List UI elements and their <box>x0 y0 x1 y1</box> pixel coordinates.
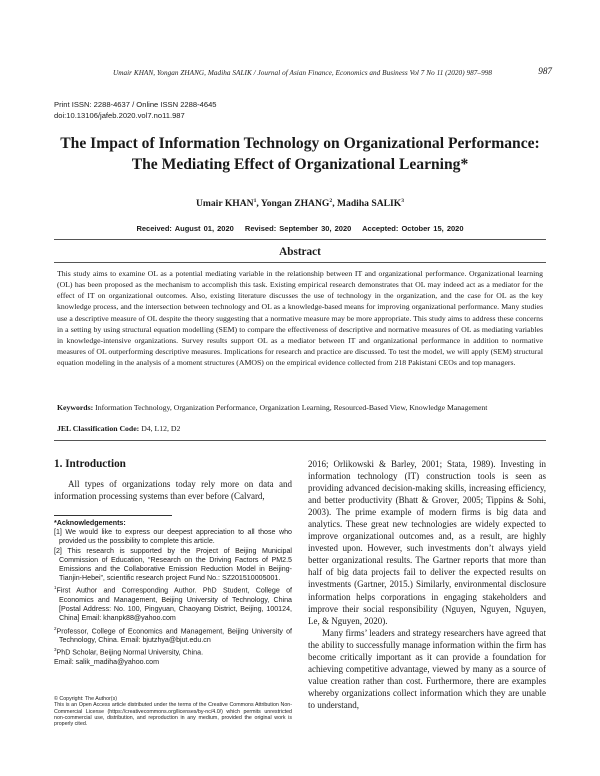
author-affiliation-mark: 2 <box>329 198 333 204</box>
footnote <box>54 583 292 623</box>
footnote <box>54 645 292 658</box>
issn-line: Print ISSN: 2288-4637 / Online ISSN 2288-4645 <box>54 100 217 109</box>
title-line-1: The Impact of Information Technology on Organizational Performance: <box>60 135 540 152</box>
article-title <box>30 133 570 175</box>
footnote <box>54 624 292 646</box>
copyright-line: © Copyright: The Author(s) <box>54 696 117 702</box>
revised-date: Revised: September 30, 2020 <box>244 224 352 233</box>
footnote-mark: 2 <box>54 625 57 631</box>
footnotes <box>54 519 292 667</box>
abstract-top-rule <box>54 239 546 240</box>
footnote-text: Professor, College of Economics and Management, Beijing University of Technology, China. Email: bjutzhya@bjut.edu.cn <box>56 626 292 645</box>
footnote-text: First Author and Corresponding Author. PhD Student, College of Economics and Management, Beijing University of Technology, China [Postal Address: No. 100, Pingyuan, Chaoyang District, Beijing, 100124, China] Email: khanpk88@yahoo.com <box>56 586 292 623</box>
abstract-heading-rule <box>54 262 546 263</box>
footnote-text: PhD Scholar, Beijing Normal University, China. <box>56 648 204 657</box>
author-affiliation-mark: 1 <box>253 198 257 204</box>
footnote-mark: 3 <box>54 647 57 653</box>
footnote: [2] This research is supported by the Project of Beijing Municipal Commission of Education, “Research on the Driving Factors of PM2.5 Emissions and the Collaborative Emission Reduction Model in Beijing-Tianjin-Hebei”, scientific research project Fund No.: SZ201510005001. <box>54 546 292 583</box>
keywords <box>57 402 547 413</box>
accepted-date: Accepted: October 15, 2020 <box>362 224 464 233</box>
article-dates <box>30 224 570 233</box>
intro-paragraph: Many firms’ leaders and strategy researchers have agreed that the ability to successfully manage information within the firm has become critically important as it can provide a foundation for achieving competitive advantage, viewed by many as a source of value creation rather than cost. Furthermore, there are examples whereby organizations collect information which they are unable to understand, <box>308 627 546 710</box>
intro-paragraph: 2016; Orlikowski & Barley, 2001; Stata, 1989). Investing in information technology (IT) construction tools is seen as providing advanced decision-making skills, increasing efficiency, and better productivity (Bhatt & Grover, 2005; Tippins & Sohi, 2003). The prime example of modern firms is big data and analytics. These great new technologies are widely expected to improve organizational outcomes and, as a result, are highly invested upon. However, such investments don’t always yield better organizational results. The Gartner reports that more than half of big data projects fail to deliver the expected results on investments (Gartner, 2015.) Similarly, environmental disclosure information helps corporations in engaging stakeholders and improve their social responsibility (Nguyen, Nguyen, Nguyen, Le, & Nguyen, 2020). <box>308 459 546 626</box>
received-date: Received: August 01, 2020 <box>136 224 234 233</box>
keywords-value: Information Technology, Organization Performance, Organization Learning, Resourced-Based View, Knowledge Management <box>95 403 488 412</box>
footnote-mark: 1 <box>54 585 57 591</box>
author-name: Umair KHAN <box>195 198 254 210</box>
issn-block <box>54 99 217 121</box>
footnote-rule <box>54 515 172 516</box>
jel-label: JEL Classification Code: <box>57 424 140 433</box>
running-head: Umair KHAN, Yongan ZHANG, Madiha SALIK / Journal of Asian Finance, Economics and Business Vol 7 No 11 (2020) 987–998 <box>112 69 492 77</box>
jel-value: D4, L12, D2 <box>141 424 181 433</box>
copyright-notice <box>54 696 292 727</box>
intro-left-paragraph: All types of organizations today rely more on data and information processing systems than ever before (Calvard, <box>54 479 292 501</box>
keywords-label: Keywords: <box>57 403 94 412</box>
abstract-bottom-rule <box>54 440 546 441</box>
page-number: 987 <box>538 66 552 76</box>
doi-line: doi:10.13106/jafeb.2020.vol7.no11.987 <box>54 111 185 120</box>
footnote-email: Email: salik_madiha@yahoo.com <box>54 657 159 666</box>
license-text: This is an Open Access article distributed under the terms of the Creative Commons Attribution Non-Commercial License (https://creativecommons.org/licenses/by-nc/4.0/) which permits unrestricted non-commercial use, distribution, and reproduction in any medium, provided the original work is properly cited. <box>54 702 292 728</box>
section-heading-introduction: 1. Introduction <box>54 458 126 470</box>
jel-codes <box>57 424 547 433</box>
footnote: [1] We would like to express our deepest appreciation to all those who provided us the possibility to complete this article. <box>54 528 292 546</box>
author-name: Madiha SALIK <box>336 198 402 210</box>
author-list: Umair KHAN$^1$, Yongan ZHANG$^2$, Madiha SALIK$^3$ <box>195 198 405 210</box>
acknowledgements-title: *Acknowledgements: <box>54 519 126 527</box>
author-affiliation-mark: 3 <box>401 198 405 204</box>
abstract-heading: Abstract <box>279 246 321 258</box>
title-line-2: The Mediating Effect of Organizational Learning* <box>131 156 469 173</box>
intro-right-column <box>308 458 546 711</box>
abstract-text: This study aims to examine OL as a potential mediating variable in the relationship between IT and organizational performance. Organizational learning (OL) has been proposed as the mechanism to accomplish this task. Existing empirical research demonstrates that OL may indeed act as a mediator for the effect of IT on organizational outcomes. Also, existing literature discusses the use of technology in the organization, and the case for OL as the key knowledge process, and the intersection between technology and OL as a knowledge-based means for improving organizational performance. Many studies use a descriptive measure of OL despite the theory suggesting that a normative measure may be more appropriate. This study aims to address these concerns in a setting by using structural equation modelling (SEM) to compare the effectiveness of descriptive and normative measures of OL as mediating variables in knowledge-intensive organizations. Survey results support OL as a mediator between IT and organizational performance in addition to normative measures of OL outperforming descriptive measures. Implications for research and practice are discussed. To test the model, we will apply (SEM) structural equation modeling in the analysis of a moment structures (AMOS) on the empirical evidence collected from 218 Pakistani CEOs and top managers. <box>57 269 543 368</box>
author-name: Yongan ZHANG <box>260 198 330 210</box>
